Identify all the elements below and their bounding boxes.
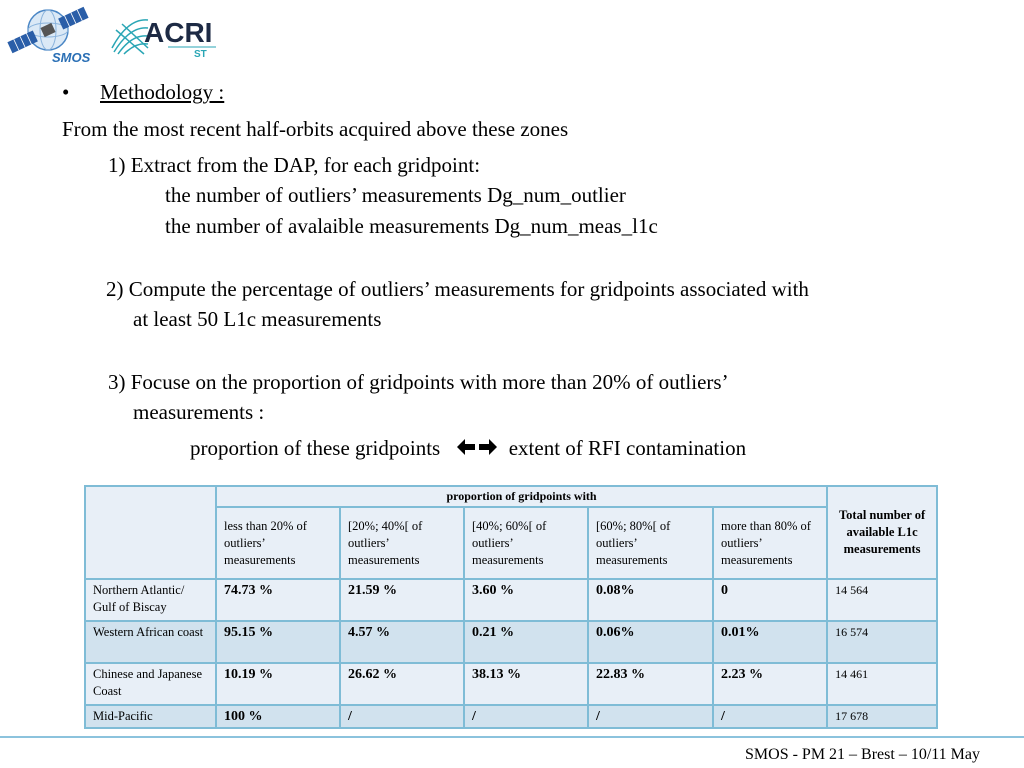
value-cell: / — [713, 705, 827, 728]
column-header: [40%; 60%[ of outliers’ measurements — [464, 507, 588, 579]
acri-st-logo — [108, 10, 220, 60]
zone-cell: Western African coast — [85, 621, 216, 663]
acri-logo-text: ACRI — [144, 17, 213, 48]
total-cell: 17 678 — [827, 705, 937, 728]
value-cell: / — [340, 705, 464, 728]
value-cell: 0.06% — [588, 621, 713, 663]
value-cell: 38.13 % — [464, 663, 588, 705]
value-cell: / — [464, 705, 588, 728]
value-cell: 0 — [713, 579, 827, 621]
total-cell: 16 574 — [827, 621, 937, 663]
zone-cell: Northern Atlantic/ Gulf of Biscay — [85, 579, 216, 621]
value-cell: 4.57 % — [340, 621, 464, 663]
value-cell: 2.23 % — [713, 663, 827, 705]
value-cell: 0.08% — [588, 579, 713, 621]
step-2-continuation: at least 50 L1c measurements — [133, 307, 382, 331]
value-cell: / — [588, 705, 713, 728]
total-cell: 14 461 — [827, 663, 937, 705]
value-cell: 95.15 % — [216, 621, 340, 663]
bullet-marker: • — [62, 80, 70, 104]
table-corner-cell — [85, 486, 216, 579]
footer-text: SMOS - PM 21 – Brest – 10/11 May — [745, 746, 980, 763]
column-header: [60%; 80%[ of outliers’ measurements — [588, 507, 713, 579]
value-cell: 26.62 % — [340, 663, 464, 705]
conclusion-line — [190, 436, 746, 462]
super-header-cell: proportion of gridpoints with — [216, 486, 827, 507]
step-3-text: 3) Focuse on the proportion of gridpoints with more than 20% of outliers’ — [108, 370, 729, 394]
zone-cell: Chinese and Japanese Coast — [85, 663, 216, 705]
acri-globe-icon — [108, 10, 220, 60]
value-cell: 21.59 % — [340, 579, 464, 621]
satellite-icon — [2, 4, 100, 64]
table-row — [85, 705, 937, 728]
table-row — [85, 579, 937, 621]
smos-logo — [2, 4, 100, 64]
value-cell: 10.19 % — [216, 663, 340, 705]
intro-text: From the most recent half-orbits acquired above these zones — [62, 117, 569, 141]
footer-divider — [0, 736, 1024, 738]
table-super-header-row — [85, 486, 937, 507]
value-cell: 100 % — [216, 705, 340, 728]
table-row — [85, 621, 937, 663]
table-row — [85, 663, 937, 705]
acri-logo-subtext: ST — [194, 49, 207, 60]
column-header: less than 20% of outliers’ measurements — [216, 507, 340, 579]
total-cell: 14 564 — [827, 579, 937, 621]
conclusion-right-text: extent of RFI contamination — [508, 436, 747, 460]
column-header: more than 80% of outliers’ measurements — [713, 507, 827, 579]
step-2-text: 2) Compute the percentage of outliers’ measurements for gridpoints associated with — [106, 277, 809, 301]
zone-cell: Mid-Pacific — [85, 705, 216, 728]
step-1-detail-measurements: the number of avalaible measurements Dg_num_meas_l1c — [165, 214, 658, 238]
column-header: [20%; 40%[ of outliers’ measurements — [340, 507, 464, 579]
step-3-continuation: measurements : — [133, 400, 265, 424]
value-cell: 0.01% — [713, 621, 827, 663]
total-header-cell: Total number of available L1c measurements — [827, 486, 937, 579]
value-cell: 3.60 % — [464, 579, 588, 621]
double-arrow-icon — [455, 437, 499, 462]
step-1-text: 1) Extract from the DAP, for each gridpoint: — [108, 153, 481, 177]
gridpoints-table — [84, 485, 938, 729]
value-cell: 74.73 % — [216, 579, 340, 621]
step-1-detail-outliers: the number of outliers’ measurements Dg_num_outlier — [165, 183, 626, 207]
value-cell: 0.21 % — [464, 621, 588, 663]
value-cell: 22.83 % — [588, 663, 713, 705]
conclusion-left-text: proportion of these gridpoints — [190, 436, 441, 460]
smos-logo-text: SMOS — [52, 50, 91, 64]
section-heading: Methodology : — [100, 80, 225, 104]
